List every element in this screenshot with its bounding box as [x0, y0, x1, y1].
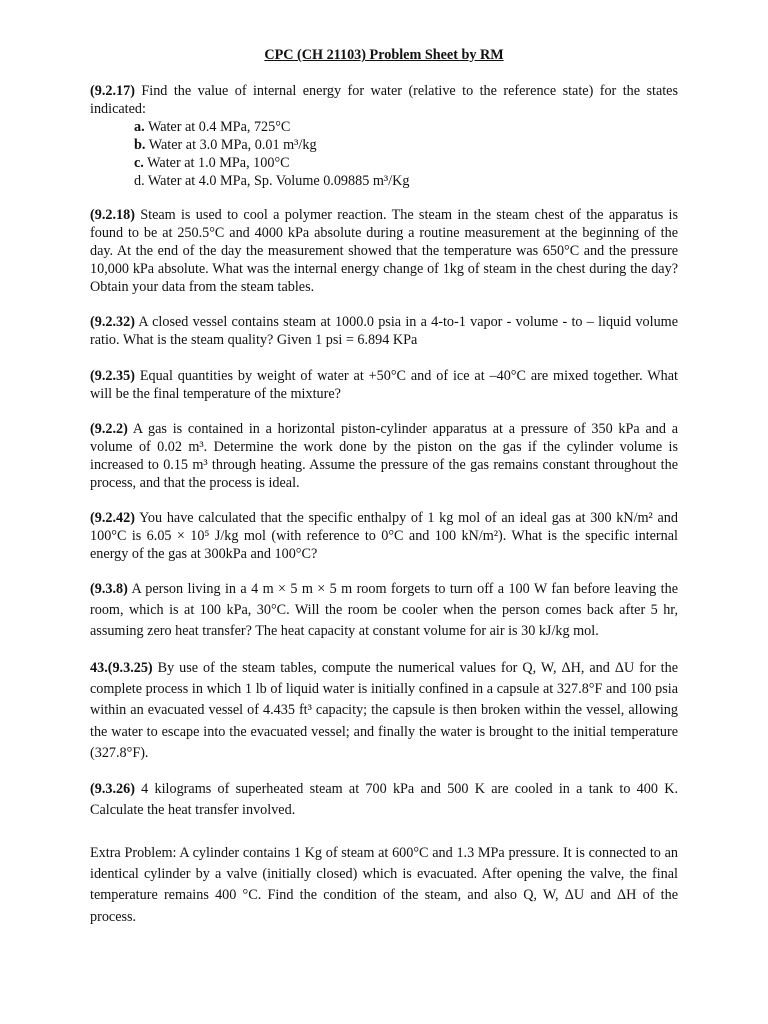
problem-text: By use of the steam tables, compute the numerical values for Q, W, ΔH, and ΔU for the complete process in which 1 lb of liquid water is initially confined in a capsule at 327.8°F and 100 psia within an evacuated vessel of 4.435 ft³ capacity; the capsule is then broken within the vessel, allowing the water to escape into the evacuated vessel; and finally the water is brought to the initial temperature (327.8°F).: [90, 660, 679, 761]
page-title: CPC (CH 21103) Problem Sheet by RM: [264, 47, 504, 63]
list-item: [90, 172, 678, 190]
problem-9-3-25: [90, 658, 678, 764]
problem-9-2-2: [90, 420, 678, 492]
problem-9-2-18: [90, 206, 678, 296]
problem-text: Find the value of internal energy for water (relative to the reference state) for the states indicated:: [90, 83, 678, 117]
part-text: d. Water at 4.0 MPa, Sp. Volume 0.09885 m³/Kg: [134, 173, 410, 189]
problem-number: (9.2.35): [90, 368, 135, 384]
part-text: Water at 1.0 MPa, 100°C: [147, 155, 290, 171]
problem-9-3-8: [90, 579, 678, 643]
problem-number: (9.3.8): [90, 581, 128, 597]
problem-text: A person living in a 4 m × 5 m × 5 m room forgets to turn off a 100 W fan before leaving the room, which is at 100 kPa, 30°C. Will the room be cooler when the person comes back after 5 hr, assuming zero heat transfer? The heat capacity at constant volume for air is 30 kJ/kg mol.: [90, 581, 678, 640]
part-label: b.: [134, 137, 146, 153]
problem-paragraph: [90, 206, 678, 296]
problem-paragraph: [90, 658, 678, 764]
part-text: Water at 0.4 MPa, 725°C: [147, 119, 291, 135]
part-label: c.: [134, 155, 144, 171]
problem-text: 4 kilograms of superheated steam at 700 kPa and 500 K are cooled in a tank to 400 K. Calculate the heat transfer involved.: [90, 781, 678, 819]
problem-number: (9.2.42): [90, 510, 135, 526]
problem-text: A gas is contained in a horizontal piston-cylinder apparatus at a pressure of 350 kPa and a volume of 0.02 m³. Determine the work done by the piston on the gas if the cylinder volume is increased to 0.15 m³ through heating. Assume the pressure of the gas remains constant throughout the process, and that the process is ideal.: [90, 421, 678, 491]
problem-text: You have calculated that the specific enthalpy of 1 kg mol of an ideal gas at 300 kN/m² and 100°C is 6.05 × 10⁵ J/kg mol (with reference to 0°C and 100 kN/m²). What is the specific internal energy of the gas at 300kPa and 100°C?: [90, 510, 678, 562]
extra-problem-text: Extra Problem: A cylinder contains 1 Kg of steam at 600°C and 1.3 MPa pressure. It is connected to an identical cylinder by a valve (initially closed) which is evacuated. After opening the valve, the final temperature remains 400 °C. Find the condition of the steam, and also Q, W, ΔU and ΔH of the process.: [90, 845, 678, 925]
problem-paragraph: [90, 420, 678, 492]
parts-list: [90, 118, 678, 190]
problem-number: (9.2.18): [90, 207, 135, 223]
problem-paragraph: [90, 313, 678, 349]
problem-9-2-17: [90, 82, 678, 190]
list-item: [90, 136, 678, 154]
problem-paragraph: [90, 779, 678, 821]
problem-9-2-32: [90, 313, 678, 349]
problem-text: A closed vessel contains steam at 1000.0 psia in a 4-to-1 vapor - volume - to – liquid volume ratio. What is the steam quality? Given 1 psi = 6.894 KPa: [90, 314, 679, 348]
problem-paragraph: [90, 509, 678, 563]
problem-paragraph: [90, 367, 678, 403]
problem-9-3-26: [90, 779, 678, 821]
list-item: [90, 154, 678, 172]
problem-number: (9.2.32): [90, 314, 135, 330]
list-item: [90, 118, 678, 136]
problem-number: (9.2.2): [90, 421, 128, 437]
problem-intro: [90, 82, 678, 118]
document-page: [90, 0, 678, 1024]
problem-number: (9.2.17): [90, 83, 135, 99]
problem-paragraph: [90, 579, 678, 643]
problem-number: 43.(9.3.25): [90, 660, 153, 676]
problem-text: Equal quantities by weight of water at +50°C and of ice at –40°C are mixed together. What will be the final temperature of the mixture?: [90, 368, 678, 402]
problem-9-2-42: [90, 509, 678, 563]
part-text: Water at 3.0 MPa, 0.01 m³/kg: [148, 137, 317, 153]
extra-problem: [90, 843, 678, 928]
part-label: a.: [134, 119, 145, 135]
problem-9-2-35: [90, 367, 678, 403]
problem-text: Steam is used to cool a polymer reaction. The steam in the steam chest of the apparatus is found to be at 250.5°C and 4000 kPa absolute during a routine measurement at the beginning of the day. At the end of the day the measurement showed that the temperature was 650°C and the pressure 10,000 kPa absolute. What was the internal energy change of 1kg of steam in the chest during the day? Obtain your data from the steam tables.: [90, 207, 679, 295]
problem-number: (9.3.26): [90, 781, 135, 797]
